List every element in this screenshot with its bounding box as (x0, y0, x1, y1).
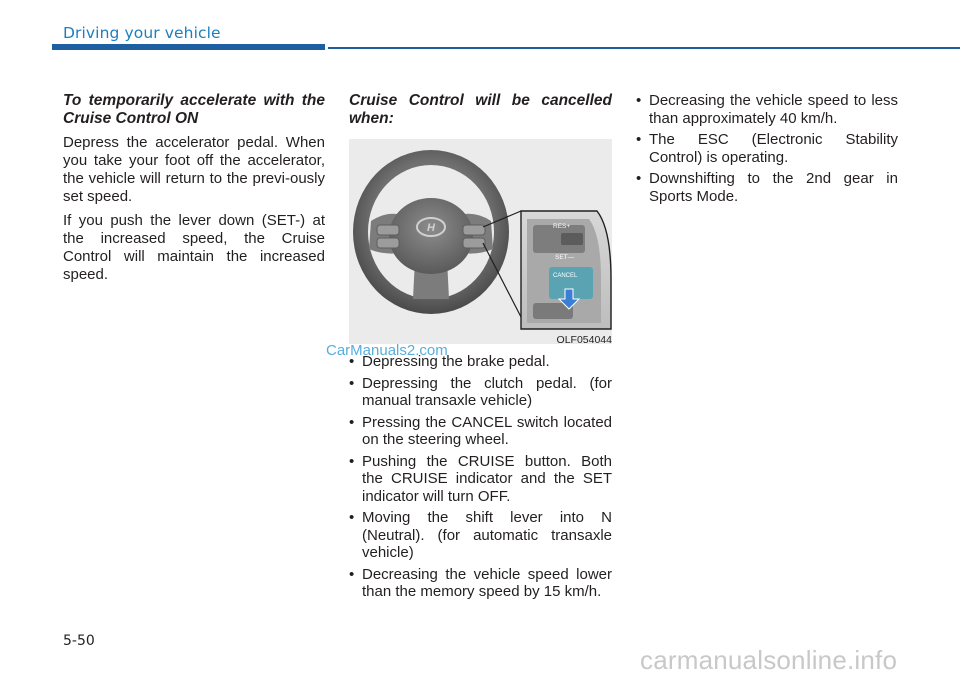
list-item: • Decreasing the vehicle speed to less than approximately 40 km/h. (636, 92, 898, 127)
header-rule-thick (52, 44, 325, 50)
col2-bullets (349, 353, 612, 605)
list-item: • The ESC (Electronic Stability Control) is operating. (636, 131, 898, 166)
res-label: RES+ (553, 223, 571, 230)
steering-wheel-figure (349, 139, 612, 344)
column-3 (636, 92, 898, 209)
section-title: Driving your vehicle (63, 24, 221, 42)
figure-code: OLF054044 (556, 334, 612, 346)
steering-wheel-illustration (349, 139, 612, 344)
watermark-carmanuals2[interactable]: CarManuals2.com (326, 342, 448, 359)
list-item: • Moving the shift lever into N (Neutral). (for automatic transaxle vehicle) (349, 509, 612, 562)
list-item: • Depressing the brake pedal. (349, 353, 612, 371)
list-item: • Pushing the CRUISE button. Both the CRUISE indicator and the SET indicator will turn OFF. (349, 453, 612, 506)
column-2-heading-block (349, 92, 612, 134)
column-1 (63, 92, 325, 290)
airbag-hub (389, 198, 473, 274)
page-number: 5-50 (63, 633, 95, 649)
header-rule-thin (328, 47, 960, 49)
set-label: SET— (555, 254, 575, 261)
logo-mark: H (427, 222, 435, 234)
cancel-label: CANCEL (553, 273, 578, 279)
col1-paragraph-2: If you push the lever down (SET-) at the increased speed, the Cruise Control will maintain the increased speed. (63, 212, 325, 283)
list-item: • Downshifting to the 2nd gear in Sports Mode. (636, 170, 898, 205)
col1-heading: To temporarily accelerate with the Cruise Control ON (63, 92, 325, 127)
list-item: • Depressing the clutch pedal. (for manual transaxle vehicle) (349, 375, 612, 410)
watermark-carmanualsonline[interactable]: carmanualsonline.info (640, 645, 898, 675)
col2-heading: Cruise Control will be cancelled when: (349, 92, 612, 127)
list-item: • Decreasing the vehicle speed lower than the memory speed by 15 km/h. (349, 566, 612, 601)
list-item: • Pressing the CANCEL switch located on the steering wheel. (349, 414, 612, 449)
col1-paragraph-1: Depress the accelerator pedal. When you take your foot off the accelerator, the vehicle will return to the previ-ously set speed. (63, 134, 325, 205)
